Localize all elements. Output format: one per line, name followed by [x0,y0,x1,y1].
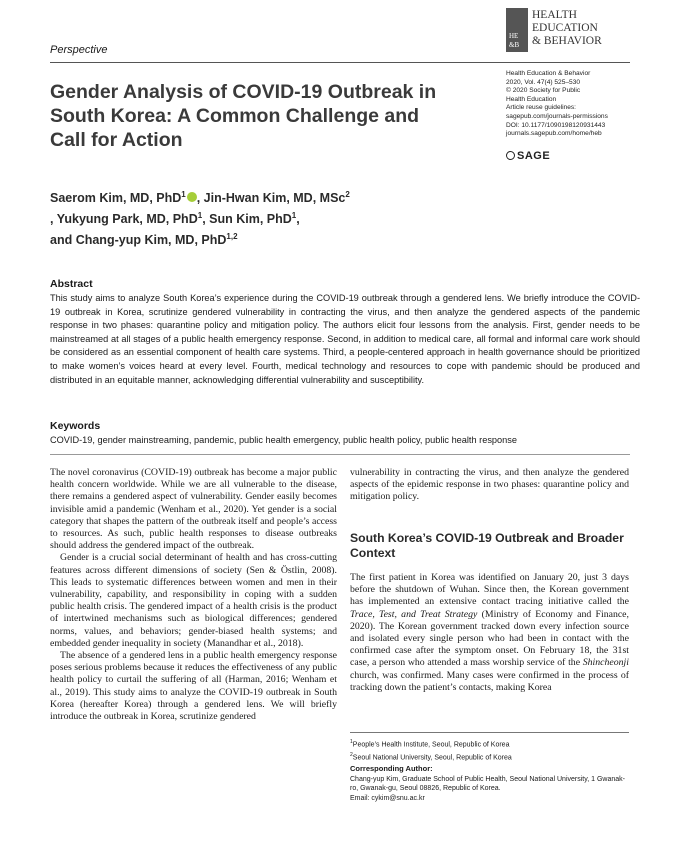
affiliation-marker: 2 [345,190,350,199]
text-run: church, was confirmed. Many cases were confirmed in the process of tracking down the patient’s contacts, making Korea [350,669,629,693]
keywords-heading: Keywords [50,420,101,432]
affiliation-text: Seoul National University, Seoul, Republic of Korea [352,754,512,762]
affiliation-text: People’s Health Institute, Seoul, Republic of Korea [352,741,510,749]
affiliation [350,737,629,750]
keywords-text: COVID-19, gender mainstreaming, pandemic, public health emergency, public health policy, public health response [50,435,517,445]
keywords-divider [50,454,630,455]
journal-info-line: © 2020 Society for Public [506,87,581,95]
section-label: Perspective [50,44,108,56]
body-paragraph: The novel coronavirus (COVID-19) outbreak has become a major public health concern worldwide. While we are all vulnerable to the disease, there remains a gendered aspect of vulnerability. Gender easily becomes invisible amid a pandemic (Wenham et al., 2020). Yet gender is a social category that shapes the pattern of the outbreak itself and people’s access to resources. As such, public health responses to disease outbreaks should address the gendered impact of the outbreak. [50,467,337,552]
journal-logo-mark [506,8,528,52]
journal-info [506,70,636,139]
section-heading: South Korea’s COVID-19 Outbreak and Broader Context [350,531,624,560]
corresponding-author-email[interactable]: Email: cykim@snu.ac.kr [350,794,425,802]
affiliation-marker: 1,2 [226,232,238,242]
body-left-column [50,467,337,723]
affiliation-marker: 1 [291,211,297,221]
journal-info-doi[interactable]: DOI: 10.1177/1090198120931443 [506,121,606,129]
header-divider [50,62,630,63]
text-run: The first patient in Korea was identified on January 20, just 3 days before the shutdown of Wuhan. Since then, the Korean government has implemented an extensive contact tracing initiative called the [350,572,629,608]
sage-logo-icon [506,151,515,160]
corresponding-author-heading: Corresponding Author: [350,764,433,773]
body-paragraph: Gender is a crucial social determinant of health and has cross-cutting features across different dimensions of society (Sen & Östlin, 2008). This leads to systematic differences between women and men in their vulnerability, capability, and responsibility in coping with a sudden public health crisis. The gendered impact of a health crisis is the product of intertwined mechanisms such as biological differences; gendered norms, values, and behaviors; gender-biased health systems; and embedded gender inequality in society (Manandhar et al., 2018). [50,552,337,649]
footnote-divider [350,732,629,733]
abstract-text: This study aims to analyze South Korea’s experience during the COVID-19 outbreak through a gendered lens. We briefly introduce the COVID-19 outbreak in Korea, scrutinize gendered vulnerability in contracting the virus, and then analyze the gendered aspects of the pandemic response in two phases: quarantine policy and mitigation policy. The authors elicit four lessons from the analysis. First, gender needs to be mainstreamed at all stages of a public health emergency response. Second, in addition to medical care, all formal and informal care work should be considered as an essential component of health care systems. Third, a people-centered approach in health governance should be prioritized to make women’s voices heard at every level. Fourth, medical technology and resources to cope with pandemic should be produced and distributed in an equitable manner, acknowledging differential vulnerability and susceptibility. [50,293,640,385]
author-name: , Jin-Hwan Kim, MD, MSc [196,191,346,206]
abstract-heading: Abstract [50,278,93,290]
journal-logo-text [532,9,602,48]
author-separator: , [296,212,300,227]
journal-info-link[interactable]: journals.sagepub.com/home/heb [506,130,602,138]
orcid-icon[interactable] [187,192,197,202]
logo-letters-1: HE [509,32,519,40]
body-paragraph [350,572,629,694]
logo-line-1: HEALTH [532,9,577,21]
body-paragraph: The absence of a gendered lens in a public health emergency response poses serious problems because it reduces the effectiveness of any public health policy to curtail the suffering of all (Harman, 2016; Wenham et al., 2019). This study aims to analyze the COVID-19 outbreak in South Korea (hereafter Korea) through a gendered lens. We will briefly introduce the outbreak in Korea, scrutinize gendered [50,650,337,723]
publisher-name: SAGE [517,150,551,162]
journal-info-link[interactable]: sagepub.com/journals-permissions [506,112,608,120]
body-continuation: vulnerability in contracting the virus, and then analyze the gendered aspects of the epidemic response in two phases: quarantine policy and mitigation policy. [350,467,629,503]
affiliation [350,750,629,763]
text-run: (Ministry of Economy and Finance, 2020). The Korean government tracked down every infection source and isolated every single person who had been in contact with the confirmed case after the symptom onset. On February 18, the 31st case, a person who attended a mass worship service of the [350,608,629,669]
italic-run: Trace, Test, and Treat Strategy [350,608,478,620]
affiliation-marker: 1 [181,190,186,199]
journal-info-line: Health Education [506,95,557,103]
author-name: Saerom Kim, MD, PhD [50,191,182,206]
corresponding-author [350,775,629,803]
journal-info-line: Health Education & Behavior [506,70,591,77]
logo-letters-2: &B [509,41,520,49]
corresponding-author-text: Chang-yup Kim, Graduate School of Public Health, Seoul National University, 1 Gwanak-ro, Gwanak-gu, Seoul 08826, Republic of Korea. [350,776,625,793]
sage-logo [506,150,550,162]
journal-info-line: 2020, Vol. 47(4) 525–530 [506,78,581,86]
author-name: , Sun Kim, PhD [202,212,292,227]
journal-info-line: Article reuse guidelines: [506,104,577,112]
article-title: Gender Analysis of COVID-19 Outbreak in South Korea: A Common Challenge and Call for Action [50,81,437,151]
affiliations [350,737,629,764]
affiliation-marker: 1 [197,211,203,221]
affiliation-marker: 1 [350,739,353,745]
journal-logo [506,8,626,52]
author-list [50,186,470,249]
author-name: and Chang-yup Kim, MD, PhD [50,233,227,248]
author-name: , Yukyung Park, MD, PhD [50,212,198,227]
affiliation-marker: 2 [350,752,353,759]
logo-line-2: EDUCATION [532,22,598,34]
italic-run: Shincheonji [582,657,629,669]
body-right-column [350,572,629,694]
logo-line-3: & BEHAVIOR [532,35,602,47]
